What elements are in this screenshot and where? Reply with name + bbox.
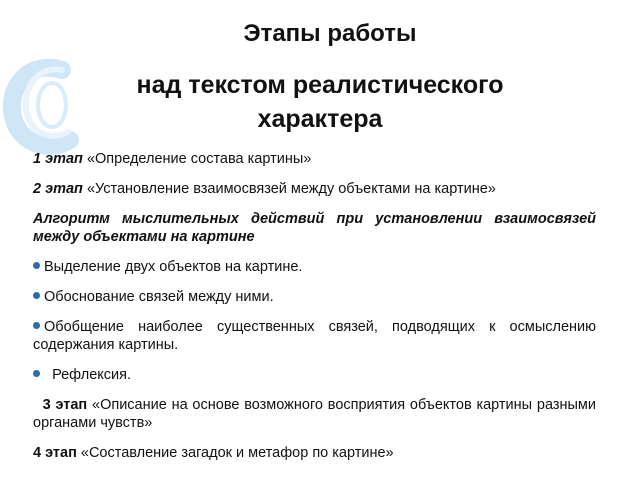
stage-2-label: 2 этап [33,181,83,197]
stage-1 [33,150,596,168]
bullet-text: Обобщение наиболее существенных связей, подводящих к осмыслению содержания картины. [33,319,596,353]
stage-1-label: 1 этап [33,151,83,167]
bullet-icon [33,292,40,299]
bullet-icon [33,370,40,377]
slide-content [33,150,596,474]
bullet-icon [33,322,40,329]
stage-1-text: «Определение состава картины» [86,151,312,167]
bullet-text: Обоснование связей между ними. [44,289,274,305]
bullet-item [33,366,596,384]
bullet-text: Выделение двух объектов на картине. [44,259,303,275]
bullet-icon [33,262,40,269]
stage-3 [33,396,596,432]
stage-3-text: «Описание на основе возможного восприятия объектов картины разными органами чувств» [33,397,596,431]
stage-4-text: «Составление загадок и метафор по картине» [80,445,394,461]
bullet-item [33,318,596,354]
bullet-item [33,288,596,306]
algorithm-heading: Алгоритм мыслительных действий при установлении взаимосвязей между объектами на картине [33,211,596,245]
slide-title-line2: над текстом реалистического характера [136,71,504,133]
stage-4 [33,444,596,462]
slide-title-line1: Этапы работы [243,20,417,47]
stage-4-label: 4 этап [33,445,77,461]
bullet-text: Рефлексия. [52,367,132,383]
bullet-item [33,258,596,276]
stage-3-label: 3 этап [42,397,88,413]
stage-2-text: «Установление взаимосвязей между объектами на картине» [86,181,496,197]
stage-2 [33,180,596,198]
